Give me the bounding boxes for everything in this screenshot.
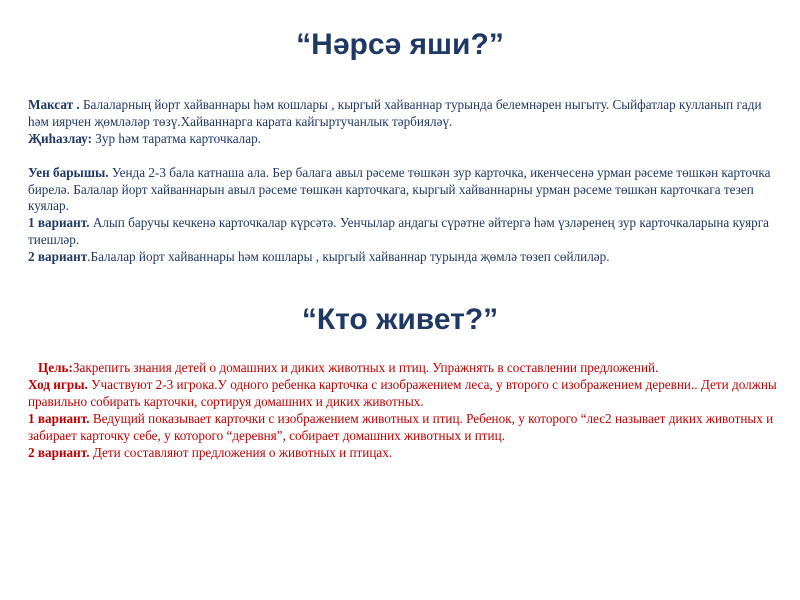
- variant-1-paragraph: [28, 411, 778, 445]
- goal-text: Балаларның йорт хайваннары һәм кошлары , кыргый хайваннар турында белемнәрен ныгыту. Сыйфатлар кулланып гади һәм иярчен җөмләләр төзү.Хайваннарга карата кайгыртучанлык тәрбияләү.: [28, 97, 762, 129]
- goal-paragraph: [28, 360, 778, 377]
- variant-2-label: 2 вариант: [28, 249, 88, 265]
- variant-2-label: 2 вариант.: [28, 444, 90, 460]
- goal-paragraph: [28, 97, 778, 131]
- variant-2-text: Дети составляют предложения о животных и птицах.: [89, 444, 393, 460]
- equipment-paragraph: [28, 131, 778, 148]
- equipment-text: Зур һәм таратма карточкалар.: [92, 130, 261, 146]
- game-course-text: Уенда 2-3 бала катнаша ала. Бер балага авыл рәсеме төшкән зур карточка, икенчесенә урман рәсеме төшкән карточка бирелә. Балалар йорт хайваннарын авыл рәсеме төшкән карточкага, кыргый хайваннарны урман рәсеме төшкән карточкага тезеп куялар.: [28, 164, 771, 214]
- game-course-label: Уен барышы.: [28, 164, 109, 180]
- game-course-label: Ход игры.: [28, 376, 88, 392]
- game-course-paragraph: [28, 165, 778, 216]
- variant-2-paragraph: [28, 249, 778, 266]
- variant-1-text: Ведущий показывает карточки с изображением животных и птиц. Ребенок, у которого “лес2 называет диких животных и забирает карточку себе, у которого “деревня”, собирает домашних животных и птиц.: [28, 410, 774, 443]
- variant-2-text: .Балалар йорт хайваннары һәм кошлары , кыргый хайваннар турында җөмлә төзеп сөйлиләр.: [87, 249, 610, 265]
- game-course-paragraph: [28, 377, 778, 411]
- equipment-label: Җиһазлау:: [28, 130, 92, 146]
- tatar-game-title: “Нәрсә яши?”: [296, 28, 504, 61]
- russian-game-title: “Кто живет?”: [301, 303, 499, 336]
- variant-1-label: 1 вариант.: [28, 215, 90, 231]
- goal-text: Закрепить знания детей о домашних и диких животных и птиц. Упражнять в составлении предложений.: [72, 360, 659, 375]
- variant-1-text: Алып баручы кечкенә карточкалар күрсәтә. Уенчылар андагы сүрәтне әйтергә һәм үзләренең зур карточкаларына куярга тиешләр.: [28, 215, 769, 248]
- game-course-text: Участвуют 2-3 игрока.У одного ребенка карточка с изображением леса, у второго с изображением деревни.. Дети должны правильно собирать карточки, сортируя домашних и диких животных.: [28, 376, 777, 409]
- variant-2-paragraph: [28, 445, 778, 462]
- tatar-game-description: [28, 97, 778, 266]
- goal-label: Максат .: [28, 97, 80, 112]
- goal-label: Цель:: [38, 360, 73, 375]
- russian-game-description: [28, 360, 778, 461]
- variant-1-label: 1 вариант.: [28, 410, 90, 426]
- variant-1-paragraph: [28, 215, 778, 249]
